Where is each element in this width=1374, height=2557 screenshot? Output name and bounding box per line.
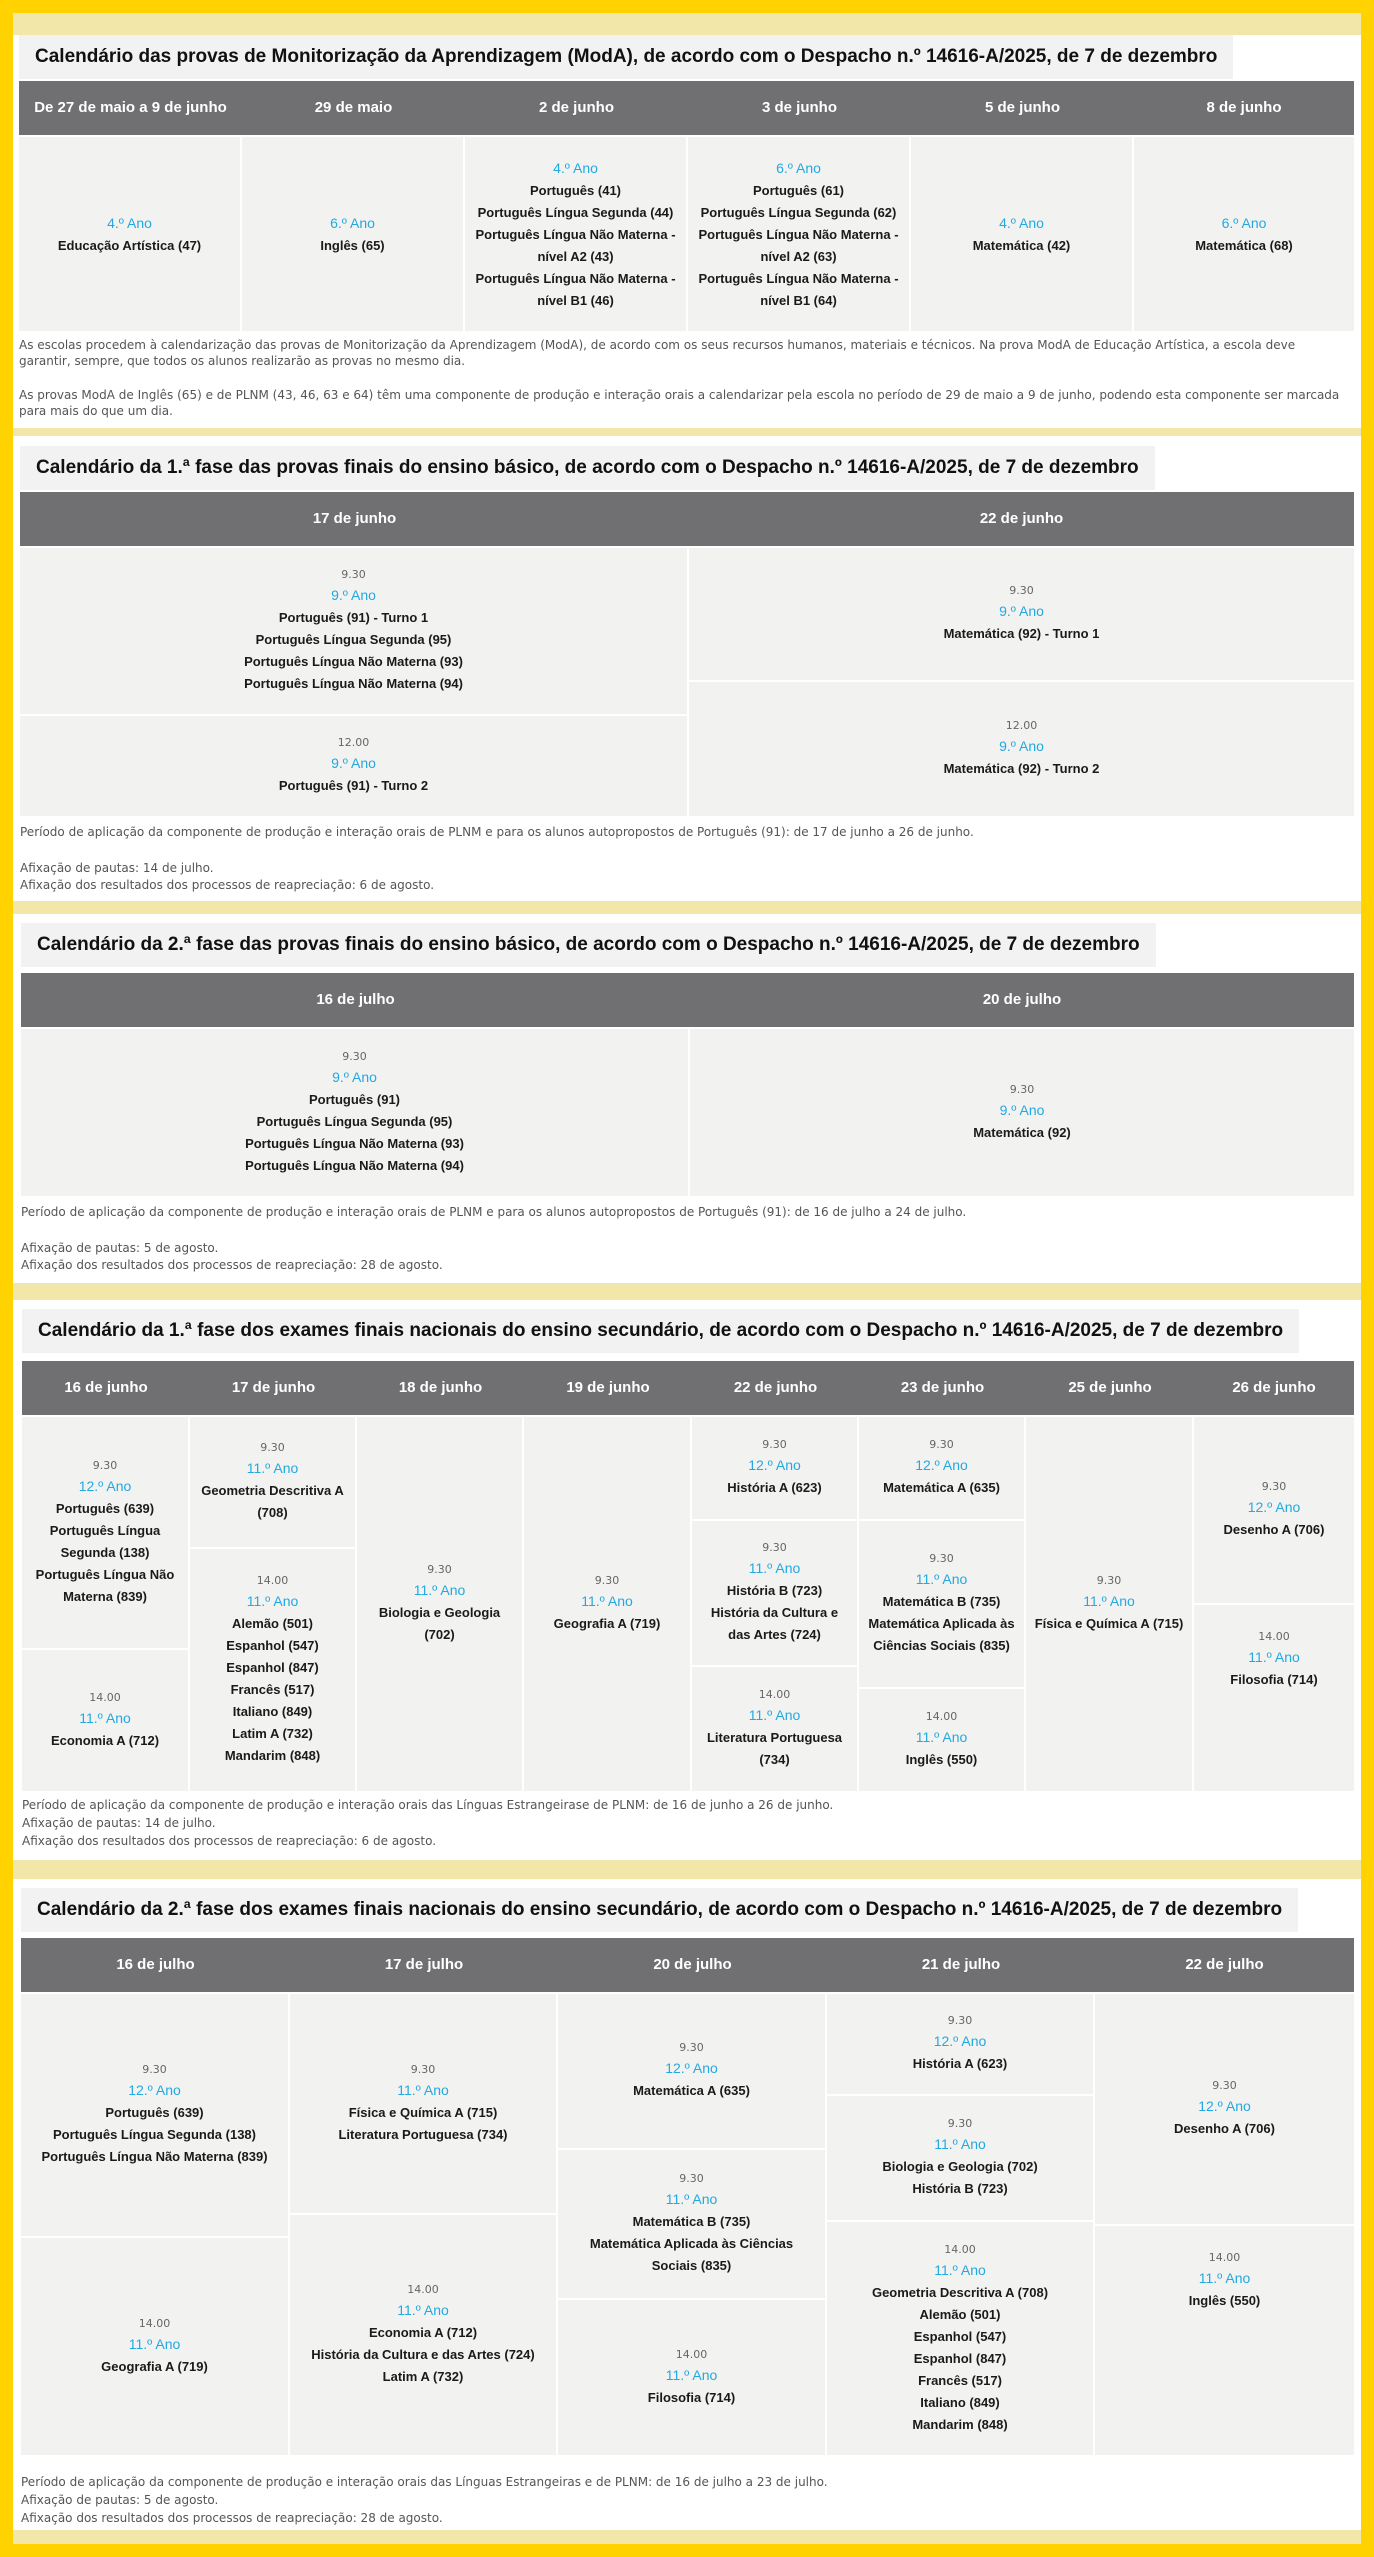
exam-item: Matemática (68): [1195, 238, 1293, 253]
table-header: [19, 81, 1354, 135]
exam-item: Italiano (849): [232, 1704, 313, 1719]
header-date: 17 de julho: [384, 1956, 464, 1973]
exam-item: Biologia e Geologia (702): [378, 1605, 501, 1642]
exam-slot: [20, 548, 687, 714]
time-label: 9.30: [947, 2117, 973, 2130]
time-label: 9.30: [679, 2172, 704, 2185]
exam-item: Matemática B (735): [882, 1594, 1001, 1609]
exam-item: Física e Química A (715): [1034, 1616, 1184, 1631]
time-label: 14.00: [944, 2242, 976, 2256]
day-column: [859, 1417, 1024, 1791]
time-label: 9.30: [594, 1574, 620, 1587]
grade-label: 6.º Ano: [776, 160, 821, 176]
time-label: 9.30: [762, 1438, 787, 1451]
time-label: 9.30: [342, 1049, 367, 1063]
grade-label: 12.º Ano: [933, 2033, 987, 2049]
exam-item: Espanhol (847): [913, 2350, 1007, 2366]
header-date: 20 de julho: [653, 1956, 732, 1973]
exam-item: Português Língua Segunda (95): [256, 1113, 453, 1129]
header-date: 20 de julho: [982, 991, 1062, 1008]
exam-slot: [21, 1994, 288, 2236]
exam-item: Inglês (65): [320, 238, 385, 253]
exam-item: Latim A (732): [232, 1726, 313, 1741]
header-date: 29 de maio: [314, 99, 393, 116]
exam-item: Português Língua Não Materna (94): [244, 676, 463, 691]
time-label: 9.30: [1009, 584, 1034, 597]
exam-item: Matemática B (735): [632, 2214, 751, 2229]
exam-item: Física e Química A (715): [348, 2104, 498, 2120]
exam-item: Espanhol (847): [226, 1660, 319, 1675]
exam-item: Português (91) - Turno 2: [278, 778, 429, 793]
exam-slot: [242, 137, 463, 331]
exam-slot: [688, 137, 909, 331]
day-column: [1134, 137, 1354, 331]
exam-item: Inglês (550): [1188, 2293, 1261, 2308]
exam-item: Inglês (550): [905, 1752, 978, 1767]
time-label: 14.00: [256, 1574, 289, 1587]
day-column: [1194, 1417, 1354, 1791]
header-date: 23 de junho: [900, 1379, 985, 1396]
note-text: Afixação dos resultados dos processos de reapreciação: 6 de agosto.: [20, 878, 435, 892]
day-column: [911, 137, 1132, 331]
exam-item: Matemática A (635): [883, 1480, 1000, 1495]
table-header: [21, 1938, 1354, 1992]
grade-label: 6.º Ano: [1221, 215, 1267, 231]
exam-item: Português Língua Não Materna (93): [245, 1135, 464, 1151]
grade-label: 11.º Ano: [413, 1582, 466, 1598]
exam-item: História B (723): [726, 1583, 823, 1598]
grade-label: 11.º Ano: [397, 2081, 449, 2098]
exam-item: Português (41): [529, 183, 621, 198]
exam-item: Português Língua Segunda (62): [700, 205, 897, 220]
day-column: [690, 1029, 1354, 1196]
exam-item: Português Língua Não Materna - nível B1 (46): [475, 271, 676, 308]
note-text: Afixação de pautas: 5 de agosto.: [21, 2493, 219, 2507]
exam-slot: [357, 1417, 522, 1791]
time-label: 9.30: [410, 2062, 436, 2076]
note-text: Afixação de pautas: 14 de julho.: [22, 1816, 216, 1830]
exam-item: Português Língua Não Materna - nível A2 (43): [475, 227, 676, 264]
note-text: Período de aplicação da componente de produção e interação orais de PLNM e para os alunos autopropostos de Português (91): de 16 de julho a 24 de julho.: [21, 1205, 967, 1219]
grade-label: 12.º Ano: [1198, 2098, 1251, 2114]
section-moda: [19, 35, 1354, 435]
day-column: [558, 1994, 825, 2455]
exam-item: Português Língua Segunda (44): [477, 205, 674, 220]
day-column: [357, 1417, 522, 1791]
exam-item: História A (623): [727, 1480, 822, 1495]
exam-slot: [22, 1417, 188, 1648]
grade-label: 11.º Ano: [1083, 1593, 1135, 1609]
exam-item: História A (623): [912, 2056, 1008, 2071]
grade-label: 11.º Ano: [934, 2136, 986, 2152]
exam-slot: [21, 1029, 688, 1196]
header-date: 16 de julho: [316, 991, 395, 1008]
exam-item: Matemática (92): [973, 1124, 1071, 1140]
section-title: Calendário da 1.ª fase das provas finais do ensino básico, de acordo com o Despacho n.º 14616-A/2025, de 7 de dezembro: [20, 446, 1155, 490]
exam-item: Geografia A (719): [553, 1616, 661, 1631]
exam-item: Educação Artística (47): [57, 238, 202, 253]
grade-label: 11.º Ano: [915, 1571, 968, 1587]
header-date: 19 de junho: [566, 1379, 650, 1396]
time-label: 9.30: [1096, 1574, 1122, 1587]
header-date: 5 de junho: [985, 99, 1060, 116]
day-column: [688, 137, 909, 331]
band-separator: [13, 428, 1361, 436]
band-bottom: [13, 2530, 1361, 2544]
exam-slot: [465, 137, 686, 331]
exam-slot: [558, 1994, 825, 2148]
table-header: [20, 492, 1354, 546]
day-column: [242, 137, 463, 331]
grade-label: 9.º Ano: [331, 587, 376, 603]
exam-slot: [21, 2238, 288, 2455]
day-column: [524, 1417, 690, 1791]
exam-item: Francês (517): [918, 2372, 1002, 2388]
grade-label: 9.º Ano: [331, 755, 376, 771]
exam-item: Português Língua Não Materna - nível A2 (63): [698, 227, 899, 264]
exam-item: Português Língua Não Materna (839): [41, 2149, 268, 2164]
exam-slot: [1194, 1605, 1354, 1715]
exam-slot: [911, 137, 1132, 331]
table-header: [21, 973, 1354, 1027]
time-label: 9.30: [341, 568, 366, 581]
exam-item: História B (723): [912, 2181, 1008, 2196]
exam-item: Português Língua Segunda (138): [49, 1522, 161, 1560]
exam-slot: [290, 2215, 556, 2455]
note-text: As provas ModA de Inglês (65) e de PLNM (43, 46, 63 e 64) têm uma componente de produção e interação orais a calendarizar pela escola no período de 29 de maio a 9 de junho, podendo esta componente ser marcada para mais do que um dia.: [19, 388, 1340, 418]
header-date: 22 de julho: [1185, 1956, 1264, 1973]
exam-slot: [859, 1689, 1024, 1791]
time-label: 9.30: [142, 2063, 167, 2076]
time-label: 12.00: [337, 736, 370, 749]
section-title: Calendário da 1.ª fase dos exames finais nacionais do ensino secundário, de acordo com o Despacho n.º 14616-A/2025, de 7 de dezembro: [22, 1309, 1299, 1353]
grade-label: 11.º Ano: [665, 2366, 718, 2383]
exam-item: Biologia e Geologia (702): [882, 2159, 1038, 2174]
exam-item: História da Cultura e das Artes (724): [710, 1605, 839, 1642]
time-label: 9.30: [679, 2041, 704, 2054]
exam-slot: [692, 1667, 857, 1791]
exam-item: Português Língua Não Materna (93): [244, 654, 463, 669]
header-date: 22 de junho: [733, 1379, 818, 1396]
day-column: [1026, 1417, 1192, 1791]
exam-slot: [20, 716, 687, 816]
header-date: 25 de junho: [1068, 1379, 1152, 1396]
grade-label: 11.º Ano: [934, 2261, 986, 2278]
exam-item: Mandarim (848): [224, 1748, 321, 1763]
day-column: [19, 137, 240, 331]
exam-slot: [1194, 1417, 1354, 1603]
grade-label: 12.º Ano: [128, 2082, 181, 2098]
header-date: De 27 de maio a 9 de junho: [34, 99, 227, 116]
band-top: [13, 13, 1361, 35]
exam-slot: [1134, 137, 1354, 331]
exam-slot: [827, 1994, 1093, 2094]
time-label: 9.30: [1009, 1082, 1035, 1096]
exam-item: Português (91): [308, 1091, 400, 1107]
grade-label: 12.º Ano: [78, 1477, 132, 1494]
time-label: 14.00: [89, 1690, 121, 1704]
grade-label: 9.º Ano: [999, 1101, 1045, 1118]
exam-item: Italiano (849): [920, 2394, 1000, 2410]
day-column: [21, 1029, 688, 1196]
exam-item: Francês (517): [230, 1682, 315, 1697]
band-separator: [13, 1283, 1361, 1300]
exam-slot: [692, 1417, 857, 1519]
day-column: [20, 548, 687, 816]
exam-item: Português Língua Não Materna (94): [245, 1157, 464, 1173]
exam-slot: [1095, 1994, 1354, 2224]
exam-item: Alemão (501): [232, 1616, 313, 1631]
header-date: 21 de julho: [921, 1956, 1001, 1973]
time-label: 14.00: [1258, 1630, 1290, 1643]
exam-item: Matemática (92) - Turno 1: [943, 626, 1100, 641]
exam-item: Mandarim (848): [912, 2416, 1008, 2432]
exam-item: Matemática Aplicada às Ciências Sociais (835): [868, 1616, 1015, 1653]
header-date: 18 de junho: [398, 1379, 483, 1396]
grade-label: 11.º Ano: [128, 2335, 181, 2352]
grade-label: 11.º Ano: [246, 1460, 299, 1476]
time-label: 9.30: [260, 1441, 285, 1454]
exam-item: Português (639): [55, 1500, 155, 1516]
header-date: 22 de junho: [979, 510, 1064, 527]
header-date: 16 de junho: [64, 1379, 148, 1396]
exam-item: Português Língua Segunda (95): [255, 632, 452, 647]
header-date: 17 de junho: [312, 510, 397, 527]
grade-label: 11.º Ano: [665, 2191, 718, 2207]
exam-slot: [859, 1417, 1024, 1519]
grade-label: 4.º Ano: [553, 160, 598, 176]
exam-item: Desenho A (706): [1174, 2121, 1275, 2136]
grade-label: 11.º Ano: [581, 1593, 633, 1609]
exam-slot: [190, 1417, 355, 1547]
exam-slot: [1026, 1417, 1192, 1791]
page: [13, 13, 1361, 2544]
day-column: [827, 1994, 1093, 2455]
note-text: Afixação dos resultados dos processos de reapreciação: 6 de agosto.: [22, 1834, 437, 1848]
grade-label: 11.º Ano: [915, 1729, 968, 1745]
exam-slot: [690, 1029, 1354, 1196]
header-date: 8 de junho: [1206, 99, 1282, 116]
band-separator: [13, 1860, 1361, 1879]
exam-slot: [827, 2096, 1093, 2220]
grade-label: 11.º Ano: [748, 1707, 801, 1723]
grade-label: 12.º Ano: [915, 1457, 968, 1473]
grade-label: 11.º Ano: [397, 2302, 449, 2318]
exam-item: Português (639): [105, 2105, 204, 2120]
exam-item: Espanhol (547): [226, 1638, 319, 1653]
day-column: [692, 1417, 857, 1791]
exam-item: Desenho A (706): [1223, 1522, 1325, 1537]
section-basic-phase1: [20, 446, 1354, 906]
exam-item: Literatura Portuguesa (734): [338, 2126, 508, 2142]
grade-label: 9.º Ano: [999, 738, 1044, 754]
grade-label: 9.º Ano: [999, 603, 1044, 619]
section-title: Calendário da 2.ª fase das provas finais do ensino básico, de acordo com o Despacho n.º 14616-A/2025, de 7 de dezembro: [21, 923, 1156, 967]
day-column: [689, 548, 1354, 816]
day-column: [465, 137, 686, 331]
grade-label: 12.º Ano: [748, 1457, 801, 1473]
note-text: As escolas procedem à calendarização das provas de Monitorização da Aprendizagem (ModA), de acordo com os seus recursos humanos, materiais e técnicos. Na prova ModA de Educação Artística, a escola deve garantir, sempre, que todos os alunos realizarão as provas no mesmo dia.: [19, 338, 1296, 368]
grade-label: 11.º Ano: [1198, 2270, 1251, 2286]
exam-item: Português Língua Não Materna (839): [35, 1566, 175, 1604]
exam-item: Geometria Descritiva A (708): [201, 1483, 344, 1520]
day-column: [290, 1994, 556, 2455]
note-text: Período de aplicação da componente de produção e interação orais das Línguas Estrangeirase de PLNM: de 16 de junho a 26 de junho.: [22, 1798, 834, 1812]
time-label: 9.30: [1261, 1480, 1287, 1493]
time-label: 9.30: [427, 1563, 452, 1576]
section-title: Calendário da 2.ª fase dos exames finais nacionais do ensino secundário, de acordo com o Despacho n.º 14616-A/2025, de 7 de dezembro: [21, 1888, 1298, 1932]
exam-item: Espanhol (547): [913, 2328, 1007, 2344]
note-text: Afixação dos resultados dos processos de reapreciação: 28 de agosto.: [21, 2511, 443, 2525]
section-title: Calendário das provas de Monitorização da Aprendizagem (ModA), de acordo com o Despacho n.º 14616-A/2025, de 7 de dezembro: [19, 35, 1233, 79]
exam-item: Matemática Aplicada às Ciências Sociais (835): [589, 2236, 794, 2273]
header-date: 26 de junho: [1232, 1379, 1316, 1396]
grade-label: 11.º Ano: [748, 1560, 801, 1576]
exam-slot: [22, 1650, 188, 1791]
grade-label: 4.º Ano: [999, 215, 1044, 231]
exam-slot: [1095, 2226, 1354, 2336]
exam-item: Filosofia (714): [647, 2389, 736, 2405]
exam-item: Matemática (42): [972, 238, 1071, 253]
exam-item: Matemática (92) - Turno 2: [943, 761, 1100, 776]
exam-item: Filosofia (714): [1230, 1672, 1318, 1687]
grade-label: 4.º Ano: [107, 215, 152, 231]
exam-item: Português (91) - Turno 1: [278, 610, 429, 625]
grade-label: 6.º Ano: [330, 215, 375, 231]
grade-label: 11.º Ano: [79, 1709, 131, 1726]
grade-label: 9.º Ano: [332, 1068, 377, 1085]
time-label: 14.00: [925, 1710, 958, 1723]
time-label: 14.00: [138, 2316, 171, 2330]
time-label: 14.00: [407, 2283, 439, 2296]
grade-label: 11.º Ano: [246, 1593, 299, 1609]
exam-item: Economia A (712): [368, 2325, 478, 2340]
exam-slot: [190, 1549, 355, 1791]
day-column: [21, 1994, 288, 2455]
table-header: [22, 1361, 1354, 1415]
exam-item: História da Cultura e das Artes (724): [311, 2347, 535, 2362]
time-label: 9.30: [947, 2014, 973, 2027]
note-text: Afixação dos resultados dos processos de reapreciação: 28 de agosto.: [21, 1258, 443, 1272]
note-text: Período de aplicação da componente de produção e interação orais das Línguas Estrangeiras e de PLNM: de 16 de julho a 23 de julho.: [21, 2475, 828, 2489]
exam-slot: [689, 548, 1354, 680]
time-label: 9.30: [762, 1541, 787, 1554]
time-label: 14.00: [675, 2347, 708, 2361]
exam-slot: [692, 1521, 857, 1665]
note-text: Afixação de pautas: 5 de agosto.: [21, 1241, 219, 1255]
time-label: 12.00: [1005, 719, 1038, 732]
exam-item: Literatura Portuguesa (734): [706, 1730, 843, 1767]
day-column: [22, 1417, 188, 1791]
header-date: 3 de junho: [762, 99, 837, 116]
exam-slot: [689, 682, 1354, 816]
section-secondary-phase1: [22, 1309, 1354, 1859]
grade-label: 11.º Ano: [1248, 1649, 1300, 1665]
grade-label: 12.º Ano: [1247, 1499, 1301, 1515]
exam-item: Português (61): [752, 183, 844, 198]
exam-item: Geometria Descritiva A (708): [871, 2284, 1049, 2300]
exam-slot: [558, 2300, 825, 2455]
section-basic-phase2: [21, 923, 1354, 1288]
time-label: 9.30: [929, 1438, 954, 1451]
exam-item: Matemática A (635): [633, 2083, 750, 2098]
grade-label: 12.º Ano: [665, 2060, 718, 2076]
exam-slot: [524, 1417, 690, 1791]
time-label: 9.30: [92, 1458, 118, 1472]
header-date: 16 de julho: [116, 1956, 195, 1973]
time-label: 9.30: [1212, 2079, 1237, 2092]
note-text: Período de aplicação da componente de produção e interação orais de PLNM e para os alunos autopropostos de Português (91): de 17 de junho a 26 de junho.: [20, 825, 974, 839]
exam-item: Português Língua Segunda (138): [53, 2127, 256, 2142]
exam-slot: [859, 1521, 1024, 1687]
header-date: 2 de junho: [539, 99, 614, 116]
exam-item: Latim A (732): [382, 2369, 464, 2384]
exam-item: Economia A (712): [50, 1732, 160, 1748]
exam-slot: [827, 2222, 1093, 2455]
section-secondary-phase2: [21, 1888, 1354, 2528]
exam-slot: [19, 137, 240, 331]
note-text: Afixação de pautas: 14 de julho.: [20, 861, 214, 875]
exam-item: Geografia A (719): [101, 2358, 208, 2374]
header-date: 17 de junho: [231, 1379, 316, 1396]
band-separator: [13, 901, 1361, 914]
day-column: [1095, 1994, 1354, 2455]
exam-item: Alemão (501): [919, 2306, 1001, 2322]
time-label: 9.30: [929, 1552, 954, 1565]
time-label: 14.00: [1208, 2251, 1241, 2264]
exam-slot: [558, 2150, 825, 2298]
time-label: 14.00: [758, 1688, 791, 1701]
exam-item: Português Língua Não Materna - nível B1 (64): [698, 271, 899, 308]
day-column: [190, 1417, 355, 1791]
exam-slot: [290, 1994, 556, 2213]
